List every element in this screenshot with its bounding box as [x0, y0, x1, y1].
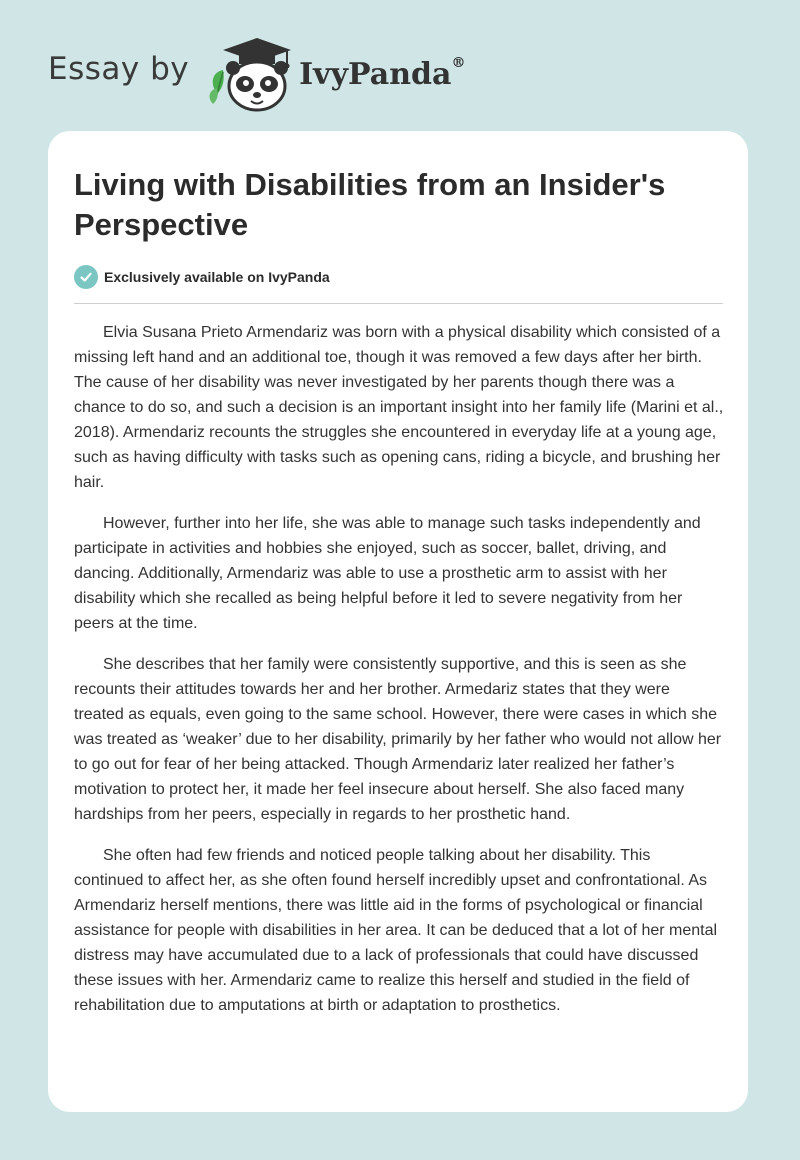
site-header	[48, 32, 465, 112]
brand-name[interactable]: IvyPanda®	[299, 54, 466, 92]
exclusive-badge	[74, 264, 330, 290]
divider	[74, 303, 723, 304]
essay-body	[74, 320, 724, 1034]
page-title: Living with Disabilities from an Insider's Perspective	[74, 167, 666, 242]
paragraph: She describes that her family were consistently supportive, and this is seen as she recounts their attitudes towards her and her brother. Armedariz states that they were treated as equals, even going to the same school. However, there were cases in which she was treated as ‘weaker’ due to her disability, primarily by her father who would not allow her to go out for fear of her being attacked. Though Armendariz later realized her father’s motivation to protect her, it made her feel insecure about herself. She also faced many hardships from her peers, especially in regards to her prosthetic hand.	[74, 656, 722, 823]
check-icon	[74, 265, 98, 289]
essay-card	[48, 131, 748, 1112]
exclusive-label: Exclusively available on IvyPanda	[104, 269, 330, 285]
paragraph: She often had few friends and noticed people talking about her disability. This continued to affect her, as she often found herself incredibly upset and confrontational. As Armendariz herself mentions, there was little aid in the forms of psychological or financial assistance for people with disabilities in her area. It can be deduced that a lot of her mental distress may have accumulated due to a lack of professionals that could have discussed these issues with her. Armendariz came to realize this herself and studied in the field of rehabilitation due to amputations at birth or adaptation to prosthetics.	[74, 847, 718, 1014]
panda-logo-icon[interactable]	[203, 32, 295, 112]
essay-by-label: Essay by	[48, 51, 190, 87]
paragraph: Elvia Susana Prieto Armendariz was born with a physical disability which consisted of a missing left hand and an additional toe, though it was removed a few days after her birth. The cause of her disability was never investigated by her parents though there was a chance to do so, and such a decision is an important insight into her family life (Marini et al., 2018). Armendariz recounts the struggles she encountered in everyday life at a young age, such as having difficulty with tasks such as opening cans, riding a bicycle, and brushing her hair.	[74, 324, 724, 491]
paragraph: However, further into her life, she was able to manage such tasks independently and participate in activities and hobbies she enjoyed, such as soccer, ballet, driving, and dancing. Additionally, Armendariz was able to use a prosthetic arm to assist with her disability which she recalled as being helpful before it led to severe negativity from her peers at the time.	[74, 515, 701, 632]
registered-mark: ®	[451, 54, 466, 71]
